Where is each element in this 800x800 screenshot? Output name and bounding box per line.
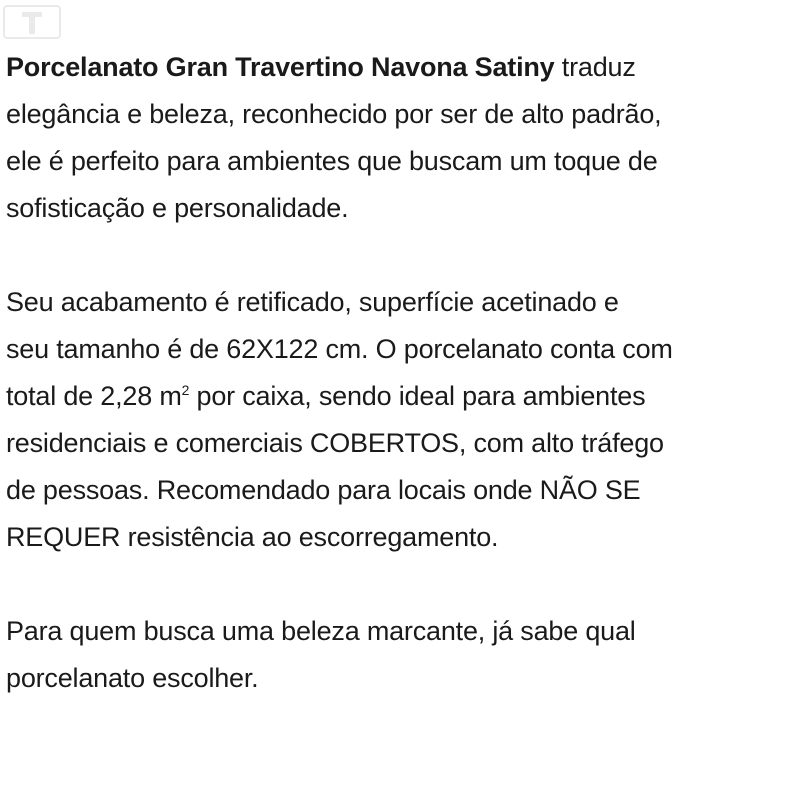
paragraph-specs xyxy=(6,279,796,561)
paragraph-intro xyxy=(6,44,796,232)
text-line: REQUER resistência ao escorregamento. xyxy=(6,522,499,552)
text-line xyxy=(6,373,796,420)
text-line: Para quem busca uma beleza marcante, já sabe qual xyxy=(6,616,636,646)
text-line: Seu acabamento é retificado, superfície acetinado e xyxy=(6,287,619,317)
text-line: porcelanato escolher. xyxy=(6,663,259,693)
text-fragment: por caixa, sendo ideal para ambientes xyxy=(189,381,646,411)
text-line xyxy=(6,44,796,91)
superscript: 2 xyxy=(181,382,190,398)
text-line: seu tamanho é de 62X122 cm. O porcelanato conta com xyxy=(6,334,673,364)
paragraph-closing xyxy=(6,608,796,702)
watermark-logo xyxy=(2,2,62,40)
text-fragment: traduz xyxy=(554,52,636,82)
text-line: de pessoas. Recomendado para locais onde NÃO SE xyxy=(6,475,641,505)
text-fragment: total de 2,28 m xyxy=(6,381,182,411)
text-line: elegância e beleza, reconhecido por ser de alto padrão, xyxy=(6,99,662,129)
text-line: residenciais e comerciais COBERTOS, com alto tráfego xyxy=(6,428,664,458)
product-description xyxy=(6,44,796,702)
product-name: Porcelanato Gran Travertino Navona Satiny xyxy=(6,52,555,82)
text-line: sofisticação e personalidade. xyxy=(6,193,349,223)
text-line: ele é perfeito para ambientes que buscam um toque de xyxy=(6,146,658,176)
